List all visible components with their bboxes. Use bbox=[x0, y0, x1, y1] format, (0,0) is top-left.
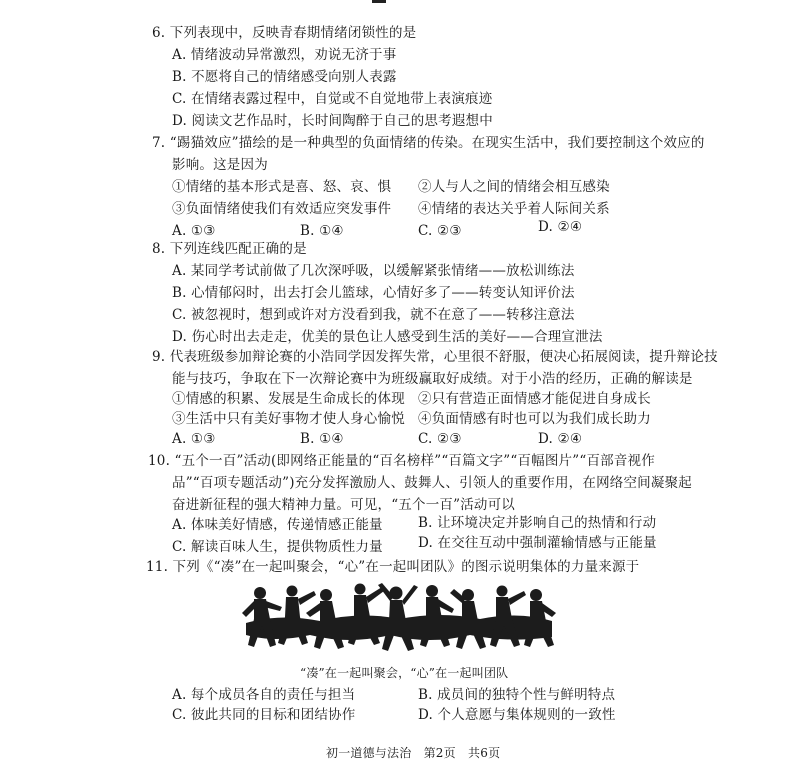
q9-statement-2: ②只有营造正面情感才能促进自身成长 bbox=[418, 391, 651, 407]
q6-option-a: A. 情绪波动异常激烈，劝说无济于事 bbox=[172, 47, 397, 63]
q6-option-b: B. 不愿将自己的情绪感受向别人表露 bbox=[172, 69, 397, 85]
q6-stem: 6. 下列表现中，反映青春期情绪闭锁性的是 bbox=[152, 25, 417, 41]
q8-option-d: D. 伤心时出去走走，优美的景色让人感受到生活的美好——合理宣泄法 bbox=[172, 329, 603, 345]
q9-choice-a: A. ①③ bbox=[172, 431, 216, 447]
q11-figure-caption: “凑”在一起叫聚会，“心”在一起叫团队 bbox=[300, 666, 509, 680]
q8-stem: 8. 下列连线匹配正确的是 bbox=[152, 241, 307, 257]
q6-option-d: D. 阅读文艺作品时，长时间陶醉于自己的思考遐想中 bbox=[172, 113, 493, 129]
q10-option-c: C. 解读百味人生，提供物质性力量 bbox=[172, 539, 383, 555]
q7-stem-line2: 影响。这是因为 bbox=[172, 157, 268, 173]
q8-option-b: B. 心情郁闷时，出去打会儿篮球，心情好多了——转变认知评价法 bbox=[172, 285, 575, 301]
q7-choice-b: B. ①④ bbox=[300, 223, 344, 239]
q10-option-b: B. 让环境决定并影响自己的热情和行动 bbox=[418, 515, 657, 531]
q7-statement-1: ①情绪的基本形式是喜、怒、哀、惧 bbox=[172, 179, 392, 195]
q8-option-a: A. 某同学考试前做了几次深呼吸，以缓解紧张情绪——放松训练法 bbox=[172, 263, 575, 279]
q9-choice-b: B. ①④ bbox=[300, 431, 344, 447]
q10-option-d: D. 在交往互动中强制灌输情感与正能量 bbox=[418, 535, 657, 551]
q9-statement-1: ①情感的积累、发展是生命成长的体现 bbox=[172, 391, 405, 407]
q9-statement-4: ④负面情感有时也可以为我们成长助力 bbox=[418, 411, 651, 427]
q7-statement-2: ②人与人之间的情绪会相互感染 bbox=[418, 179, 610, 195]
page-footer: 初一道德与法治 第2页 共6页 bbox=[326, 746, 501, 760]
q7-choice-d: D. ②④ bbox=[538, 219, 583, 235]
q11-option-d: D. 个人意愿与集体规则的一致性 bbox=[418, 707, 616, 723]
q11-stem: 11. 下列《“凑”在一起叫聚会，“心”在一起叫团队》的图示说明集体的力量来源于 bbox=[146, 559, 640, 575]
q11-option-a: A. 每个成员各自的责任与担当 bbox=[172, 687, 356, 703]
q6-option-c: C. 在情绪表露过程中，自觉或不自觉地带上表演痕迹 bbox=[172, 91, 493, 107]
q7-statement-3: ③负面情绪使我们有效适应突发事件 bbox=[172, 201, 392, 217]
q10-stem-line1: 10. “五个一百”活动(即网络正能量的“百名榜样”“百篇文字”“百幅图片”“百部音视作 bbox=[148, 453, 655, 469]
q9-choice-d: D. ②④ bbox=[538, 431, 583, 447]
q7-choice-c: C. ②③ bbox=[418, 223, 462, 239]
q8-option-c: C. 被忽视时，想到或许对方没看到我，就不在意了——转移注意法 bbox=[172, 307, 575, 323]
q9-stem-line2: 能与技巧，争取在下一次辩论赛中为班级赢取好成绩。对于小浩的经历，正确的解读是 bbox=[172, 371, 693, 387]
q7-choice-a: A. ①③ bbox=[172, 223, 216, 239]
q11-option-c: C. 彼此共同的目标和团结协作 bbox=[172, 707, 356, 723]
q10-stem-line2: 品”“百项专题活动”)充分发挥激励人、鼓舞人、引领人的重要作用，在网络空间凝聚起 bbox=[172, 475, 692, 491]
team-silhouette-illustration bbox=[240, 583, 558, 655]
q10-option-a: A. 体味美好情感，传递情感正能量 bbox=[172, 517, 383, 533]
top-edge-mark bbox=[372, 0, 386, 3]
q9-choice-c: C. ②③ bbox=[418, 431, 462, 447]
q9-stem-line1: 9. 代表班级参加辩论赛的小浩同学因发挥失常，心里很不舒服，便决心拓展阅读，提升辩论技 bbox=[152, 349, 718, 365]
q7-statement-4: ④情绪的表达关乎着人际间关系 bbox=[418, 201, 610, 217]
q9-statement-3: ③生活中只有美好事物才使人身心愉悦 bbox=[172, 411, 405, 427]
q10-stem-line3: 奋进新征程的强大精神力量。可见，“五个一百”活动可以 bbox=[172, 497, 516, 513]
q7-stem-line1: 7. “踢猫效应”描绘的是一种典型的负面情绪的传染。在现实生活中，我们要控制这个效应的 bbox=[152, 135, 705, 151]
q11-option-b: B. 成员间的独特个性与鲜明特点 bbox=[418, 687, 616, 703]
